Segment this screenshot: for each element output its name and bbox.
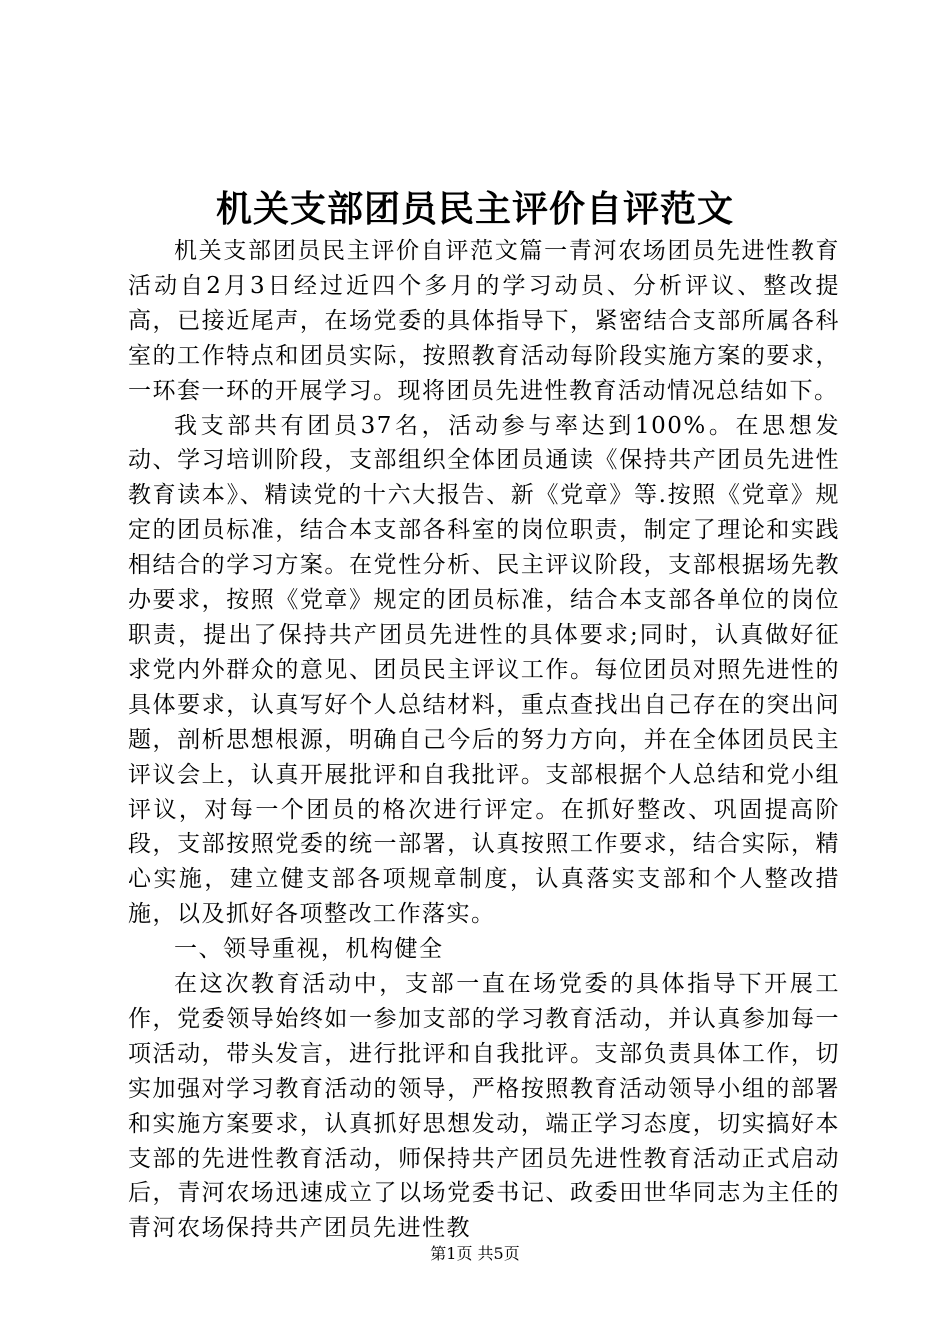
- page-footer: 第1页 共5页: [430, 1244, 520, 1263]
- paragraph-intro: 机关支部团员民主评价自评范文篇一青河农场团员先进性教育活动自2月3日经过近四个多月的学习动员、分析评议、整改提高，已接近尾声，在场党委的具体指导下，紧密结合支部所属各科室的工作特点和团员实际，按照教育活动每阶段实施方案的要求，一环套一环的开展学习。现将团员先进性教育活动情况总结如下。: [128, 238, 840, 404]
- document-body: [128, 234, 840, 1246]
- document-title: 机关支部团员民主评价自评范文: [215, 188, 734, 230]
- paragraph-overview: 我支部共有团员37名，活动参与率达到100%。在思想发动、学习培训阶段，支部组织全体团员通读《保持共产团员先进性教育读本》、精读党的十六大报告、新《党章》等.按照《党章》规定的团员标准，结合本支部各科室的岗位职责，制定了理论和实践相结合的学习方案。在党性分析、民主评议阶段，支部根据场先教办要求，按照《党章》规定的团员标准，结合本支部各单位的岗位职责，提出了保持共产团员先进性的具体要求;同时，认真做好征求党内外群众的意见、团员民主评议工作。每位团员对照先进性的具体要求，认真写好个人总结材料，重点查找出自己存在的突出问题，剖析思想根源，明确自己今后的努力方向，并在全体团员民主评议会上，认真开展批评和自我批评。支部根据个人总结和党小组评议，对每一个团员的格次进行评定。在抓好整改、巩固提高阶段，支部按照党委的统一部署，认真按照工作要求，结合实际，精心实施，建立健支部各项规章制度，认真落实支部和个人整改措施，以及抓好各项整改工作落实。: [128, 412, 840, 928]
- paragraph-leadership: 在这次教育活动中，支部一直在场党委的具体指导下开展工作，党委领导始终如一参加支部的学习教育活动，并认真参加每一项活动，带头发言，进行批评和自我批评。支部负责具体工作，切实加强对学习教育活动的领导，严格按照教育活动领导小组的部署和实施方案要求，认真抓好思想发动，端正学习态度，切实搞好本支部的先进性教育活动，师保持共产团员先进性教育活动正式启动后，青河农场迅速成立了以场党委书记、政委田世华同志为主任的青河农场保持共产团员先进性教: [128, 971, 840, 1242]
- section-heading: 一、领导重视，机构健全: [174, 936, 444, 963]
